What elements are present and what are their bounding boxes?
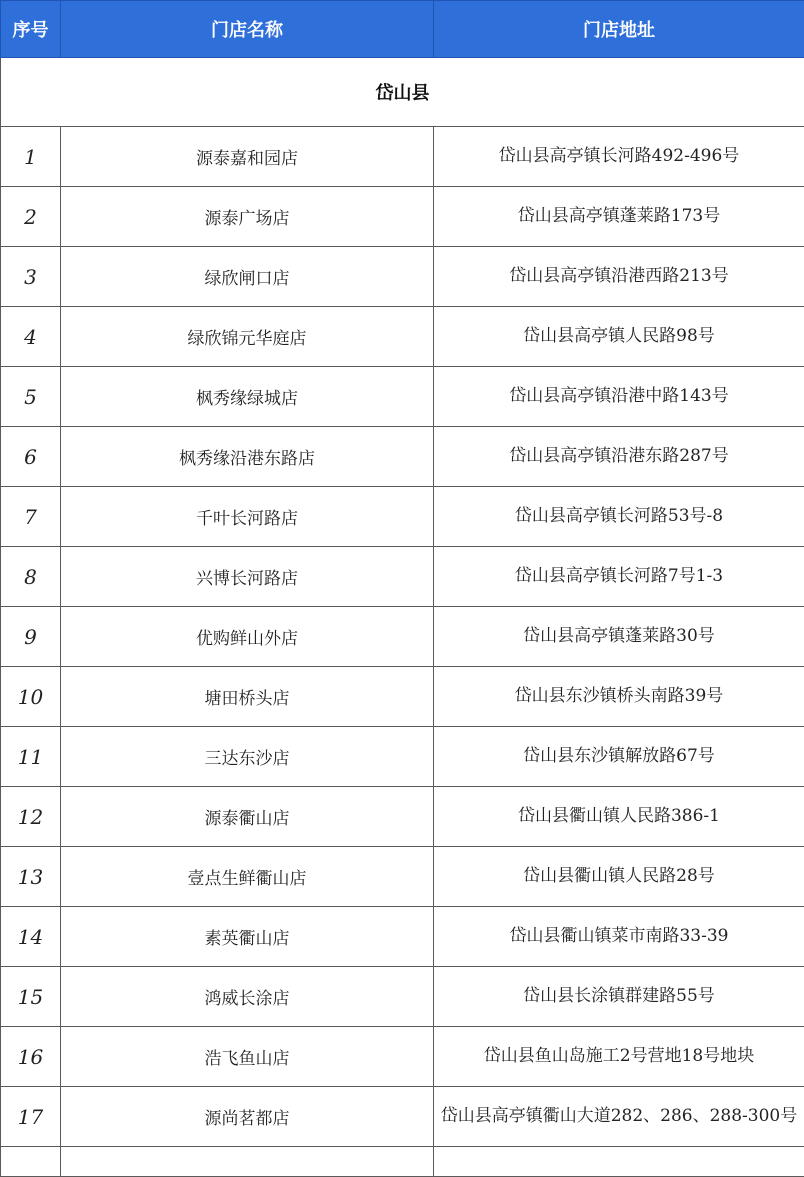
row-store-name: 素英衢山店 [61, 907, 434, 967]
empty-cell [61, 1147, 434, 1177]
row-index: 1 [1, 127, 61, 187]
row-store-address: 岱山县高亭镇长河路53号-8 [434, 487, 804, 547]
table-header [1, 1, 804, 58]
row-store-address: 岱山县高亭镇蓬莱路173号 [434, 187, 804, 247]
table-row [1, 727, 804, 787]
header-index: 序号 [1, 1, 61, 58]
row-index: 9 [1, 607, 61, 667]
row-index: 13 [1, 847, 61, 907]
row-store-address: 岱山县高亭镇沿港西路213号 [434, 247, 804, 307]
row-index: 15 [1, 967, 61, 1027]
row-store-name: 兴博长河路店 [61, 547, 434, 607]
table-row [1, 487, 804, 547]
row-index: 12 [1, 787, 61, 847]
row-index: 14 [1, 907, 61, 967]
row-index: 16 [1, 1027, 61, 1087]
row-store-name: 源泰广场店 [61, 187, 434, 247]
header-store-name: 门店名称 [61, 1, 434, 58]
row-store-address: 岱山县衢山镇人民路386-1 [434, 787, 804, 847]
row-store-address: 岱山县衢山镇人民路28号 [434, 847, 804, 907]
table-row [1, 127, 804, 187]
row-index: 7 [1, 487, 61, 547]
row-index: 11 [1, 727, 61, 787]
table-row [1, 427, 804, 487]
table-row [1, 607, 804, 667]
table-row [1, 967, 804, 1027]
row-store-address: 岱山县东沙镇解放路67号 [434, 727, 804, 787]
row-store-address: 岱山县高亭镇长河路492-496号 [434, 127, 804, 187]
row-store-name: 优购鲜山外店 [61, 607, 434, 667]
row-index: 10 [1, 667, 61, 727]
row-store-address: 岱山县衢山镇菜市南路33-39 [434, 907, 804, 967]
row-index: 3 [1, 247, 61, 307]
row-index: 4 [1, 307, 61, 367]
table-row [1, 247, 804, 307]
row-store-address: 岱山县高亭镇沿港东路287号 [434, 427, 804, 487]
table-row [1, 307, 804, 367]
header-store-address: 门店地址 [434, 1, 804, 58]
row-store-name: 枫秀缘绿城店 [61, 367, 434, 427]
row-store-address: 岱山县高亭镇衢山大道282、286、288-300号 [434, 1087, 804, 1147]
table-body [1, 58, 804, 1177]
row-store-name: 枫秀缘沿港东路店 [61, 427, 434, 487]
row-index: 5 [1, 367, 61, 427]
row-store-address: 岱山县高亭镇沿港中路143号 [434, 367, 804, 427]
table-row [1, 667, 804, 727]
row-store-name: 千叶长河路店 [61, 487, 434, 547]
row-store-name: 鸿威长涂店 [61, 967, 434, 1027]
row-store-name: 塘田桥头店 [61, 667, 434, 727]
row-store-address: 岱山县长涂镇群建路55号 [434, 967, 804, 1027]
table-row [1, 907, 804, 967]
table-row [1, 1087, 804, 1147]
row-store-address: 岱山县鱼山岛施工2号营地18号地块 [434, 1027, 804, 1087]
table-row [1, 547, 804, 607]
row-store-name: 浩飞鱼山店 [61, 1027, 434, 1087]
empty-cell [1, 1147, 61, 1177]
table-row [1, 847, 804, 907]
row-index: 8 [1, 547, 61, 607]
row-store-address: 岱山县高亭镇长河路7号1-3 [434, 547, 804, 607]
county-label: 岱山县 [1, 58, 804, 127]
row-index: 17 [1, 1087, 61, 1147]
row-store-address: 岱山县高亭镇人民路98号 [434, 307, 804, 367]
table-row [1, 1027, 804, 1087]
row-store-name: 壹点生鲜衢山店 [61, 847, 434, 907]
row-store-name: 绿欣锦元华庭店 [61, 307, 434, 367]
empty-cell [434, 1147, 804, 1177]
trailing-row [1, 1147, 804, 1177]
table-row [1, 187, 804, 247]
row-store-name: 源尚茗都店 [61, 1087, 434, 1147]
row-store-address: 岱山县东沙镇桥头南路39号 [434, 667, 804, 727]
row-store-name: 绿欣闸口店 [61, 247, 434, 307]
county-row [1, 58, 804, 127]
row-store-name: 源泰衢山店 [61, 787, 434, 847]
table-row [1, 787, 804, 847]
row-store-name: 源泰嘉和园店 [61, 127, 434, 187]
row-store-address: 岱山县高亭镇蓬莱路30号 [434, 607, 804, 667]
row-index: 2 [1, 187, 61, 247]
row-store-name: 三达东沙店 [61, 727, 434, 787]
table-row [1, 367, 804, 427]
row-index: 6 [1, 427, 61, 487]
